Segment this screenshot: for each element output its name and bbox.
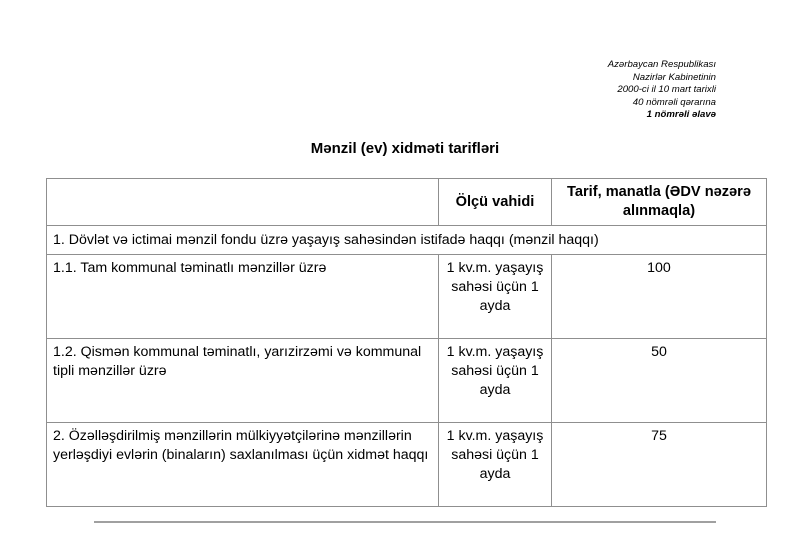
header-note-line: Nazirlər Kabinetinin (632, 71, 716, 83)
header-cell-unit: Ölçü vahidi (439, 179, 552, 226)
tariff-table (46, 178, 767, 507)
row-name-cell: 1.1. Tam kommunal təminatlı mənzillər üzrə (47, 255, 439, 339)
header-cell-tariff: Tarif, manatla (ƏDV nəzərə alınmaqla) (552, 179, 767, 226)
document-title: Mənzil (ev) xidməti tarifləri (310, 140, 500, 157)
row-unit-cell: 1 kv.m. yaşayış sahəsi üçün 1 ayda (439, 255, 552, 339)
header-note-line: 2000-ci il 10 mart tarixli (617, 84, 716, 96)
header-note-line: 40 nömrəli qərarına (632, 96, 716, 108)
row-name-cell: 2. Özəlləşdirilmiş mənzillərin mülkiyyətçilərinə mənzillərin yerləşdiyi evlərin (binaların) saxlanılması üçün xidmət haqqı (47, 423, 439, 507)
header-cell-name (47, 179, 439, 226)
table-header-row (47, 179, 767, 226)
row-name-cell: 1.2. Qismən kommunal təminatlı, yarızirzəmi və kommunal tipli mənzillər üzrə (47, 339, 439, 423)
row-tariff-cell: 50 (552, 339, 767, 423)
header-note-line: Azərbaycan Respublikası (607, 59, 716, 70)
table-row (47, 255, 767, 339)
header-note (608, 59, 716, 122)
table-row (47, 423, 767, 507)
table-row (47, 339, 767, 423)
row-tariff-cell: 75 (552, 423, 767, 507)
section-row (47, 226, 767, 255)
section-cell: 1. Dövlət və ictimai mənzil fondu üzrə yaşayış sahəsindən istifadə haqqı (mənzil haqqı) (47, 226, 767, 255)
header-note-appendix: 1 nömrəli əlavə (646, 109, 716, 121)
row-tariff-cell: 100 (552, 255, 767, 339)
row-unit-cell: 1 kv.m. yaşayış sahəsi üçün 1 ayda (439, 423, 552, 507)
footer-divider (94, 521, 716, 523)
row-unit-cell: 1 kv.m. yaşayış sahəsi üçün 1 ayda (439, 339, 552, 423)
